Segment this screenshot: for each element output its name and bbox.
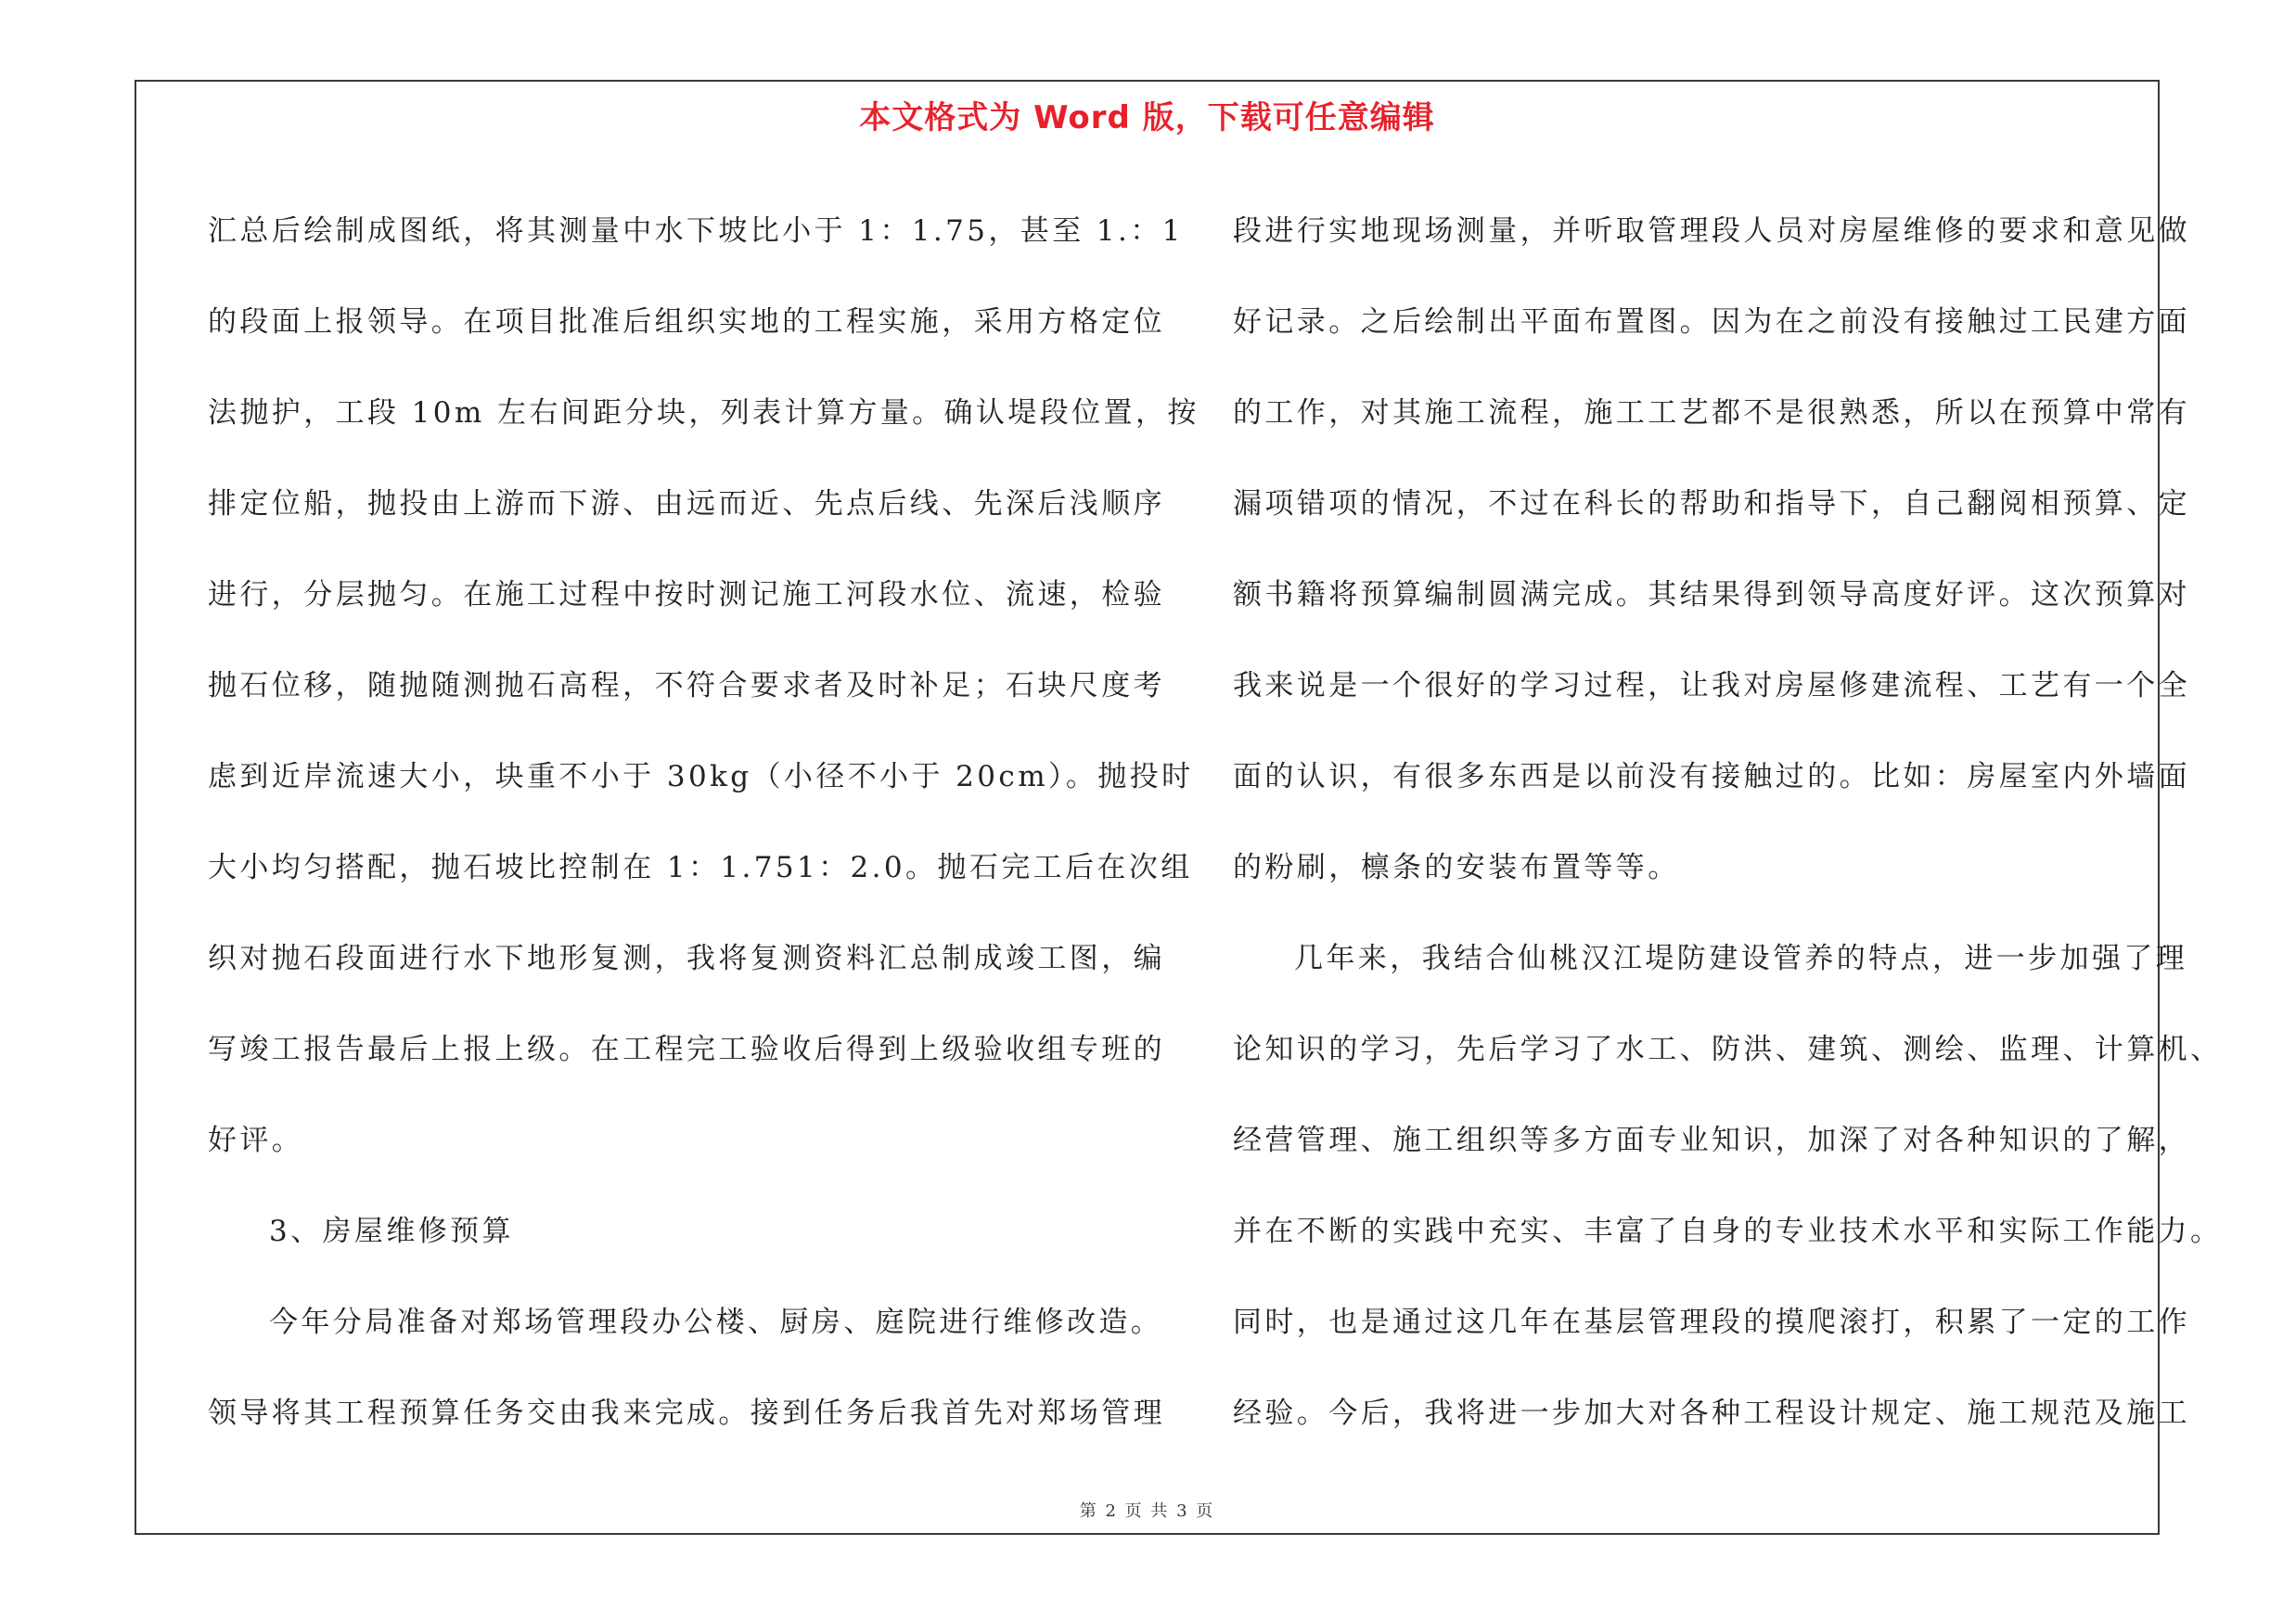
text-line: 排定位船，抛投由上游而下游、由远而近、先点后线、先深后浅顺序 [208,487,1165,521]
text-line: 经营管理、施工组织等多方面专业知识，加深了对各种知识的了解， [1233,1124,2190,1157]
text-line: 今年分局准备对郑场管理段办公楼、厨房、庭院进行维修改造。 [269,1306,1163,1339]
left-text-column [208,186,1199,1459]
text-line: 虑到近岸流速大小，块重不小于 30kg（小径不小于 20cm）。抛投时 [208,760,1194,793]
text-line: 几年来，我结合仙桃汉江堤防建设管养的特点，进一步加强了理 [1294,942,2188,975]
text-line: 论知识的学习，先后学习了水工、防洪、建筑、测绘、监理、计算机、 [1233,1033,2223,1066]
text-line: 抛石位移，随抛随测抛石高程，不符合要求者及时补足；石块尺度考 [208,669,1165,702]
text-line: 写竣工报告最后上报上级。在工程完工验收后得到上级验收组专班的 [208,1033,1165,1066]
text-line: 的工作，对其施工流程，施工工艺都不是很熟悉，所以在预算中常有 [1233,396,2190,430]
text-line: 的段面上报领导。在项目批准后组织实地的工程实施，采用方格定位 [208,305,1165,339]
text-line: 领导将其工程预算任务交由我来完成。接到任务后我首先对郑场管理 [208,1397,1165,1430]
format-banner: 本文格式为 Word 版，下载可任意编辑 [859,99,1435,136]
text-line: 进行，分层抛匀。在施工过程中按时测记施工河段水位、流速，检验 [208,578,1165,612]
text-line: 织对抛石段面进行水下地形复测，我将复测资料汇总制成竣工图，编 [208,942,1165,975]
text-line: 并在不断的实践中充实、丰富了自身的专业技术水平和实际工作能力。 [1233,1215,2223,1248]
text-line: 段进行实地现场测量，并听取管理段人员对房屋维修的要求和意见做 [1233,214,2190,248]
text-line: 额书籍将预算编制圆满完成。其结果得到领导高度好评。这次预算对 [1233,578,2190,612]
text-line: 汇总后绘制成图纸，将其测量中水下坡比小于 1：1.75，甚至 1.：1 [208,214,1184,248]
text-line: 漏项错项的情况，不过在科长的帮助和指导下，自己翻阅相预算、定 [1233,487,2190,521]
text-line: 大小均匀搭配，抛石坡比控制在 1：1.751：2.0。抛石完工后在次组 [208,851,1193,884]
page-frame [135,80,2223,1535]
text-line: 好记录。之后绘制出平面布置图。因为在之前没有接触过工民建方面 [1233,305,2190,339]
text-line: 我来说是一个很好的学习过程，让我对房屋修建流程、工艺有一个全 [1233,669,2190,702]
page-number-footer: 第 2 页 共 3 页 [1079,1501,1215,1521]
text-line: 好评。 [208,1124,304,1157]
text-line: 3、房屋维修预算 [269,1215,514,1248]
text-line: 法抛护，工段 10m 左右间距分块，列表计算方量。确认堤段位置，按 [208,396,1199,430]
text-line: 经验。今后，我将进一步加大对各种工程设计规定、施工规范及施工 [1233,1397,2190,1430]
text-line: 同时，也是通过这几年在基层管理段的摸爬滚打，积累了一定的工作 [1233,1306,2190,1339]
text-line: 面的认识，有很多东西是以前没有接触过的。比如：房屋室内外墙面 [1233,760,2190,793]
right-text-column [1233,186,2223,1459]
text-line: 的粉刷，檩条的安装布置等等。 [1233,851,1680,884]
